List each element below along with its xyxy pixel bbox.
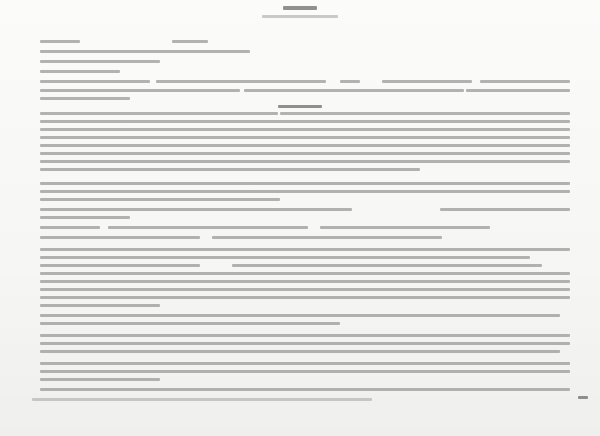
text-line [32,398,372,401]
text-line [40,236,200,239]
text-line [283,6,317,10]
text-line [40,304,160,307]
text-line [40,198,280,201]
text-line [212,236,442,239]
text-line [40,334,570,337]
text-line [480,80,570,83]
text-line [340,80,360,83]
text-line [40,136,570,139]
text-line [40,144,570,147]
text-line [40,168,420,171]
text-line [244,89,464,92]
text-line [40,264,200,267]
text-line [40,280,570,283]
text-line [40,128,570,131]
text-line [40,322,340,325]
text-line [40,60,160,63]
text-line [578,396,588,399]
text-line [40,272,570,275]
text-line [320,226,490,229]
text-line [40,89,240,92]
text-line [40,388,570,391]
text-line [40,216,130,219]
text-line [40,208,352,211]
text-line [40,40,80,43]
text-line [40,160,570,163]
text-line [262,15,338,18]
text-line [232,264,542,267]
text-line [40,70,120,73]
text-line [40,314,560,317]
text-line [466,89,570,92]
text-line [172,40,208,43]
text-line [40,112,278,115]
text-line [440,208,570,211]
text-line [108,226,308,229]
text-line [40,378,160,381]
text-line [40,226,100,229]
text-line [156,80,326,83]
text-line [280,112,570,115]
text-line [40,296,570,299]
text-line [40,152,570,155]
text-line [40,80,150,83]
text-line [382,80,472,83]
text-line [40,350,560,353]
text-line [40,50,250,53]
text-line [40,248,570,251]
text-line [40,342,570,345]
text-line [40,362,570,365]
text-line [40,190,570,193]
text-line [40,256,530,259]
text-line [278,105,322,108]
text-line [40,97,130,100]
text-line [40,370,570,373]
text-line [40,120,570,123]
text-line [40,182,570,185]
text-line [40,288,570,291]
